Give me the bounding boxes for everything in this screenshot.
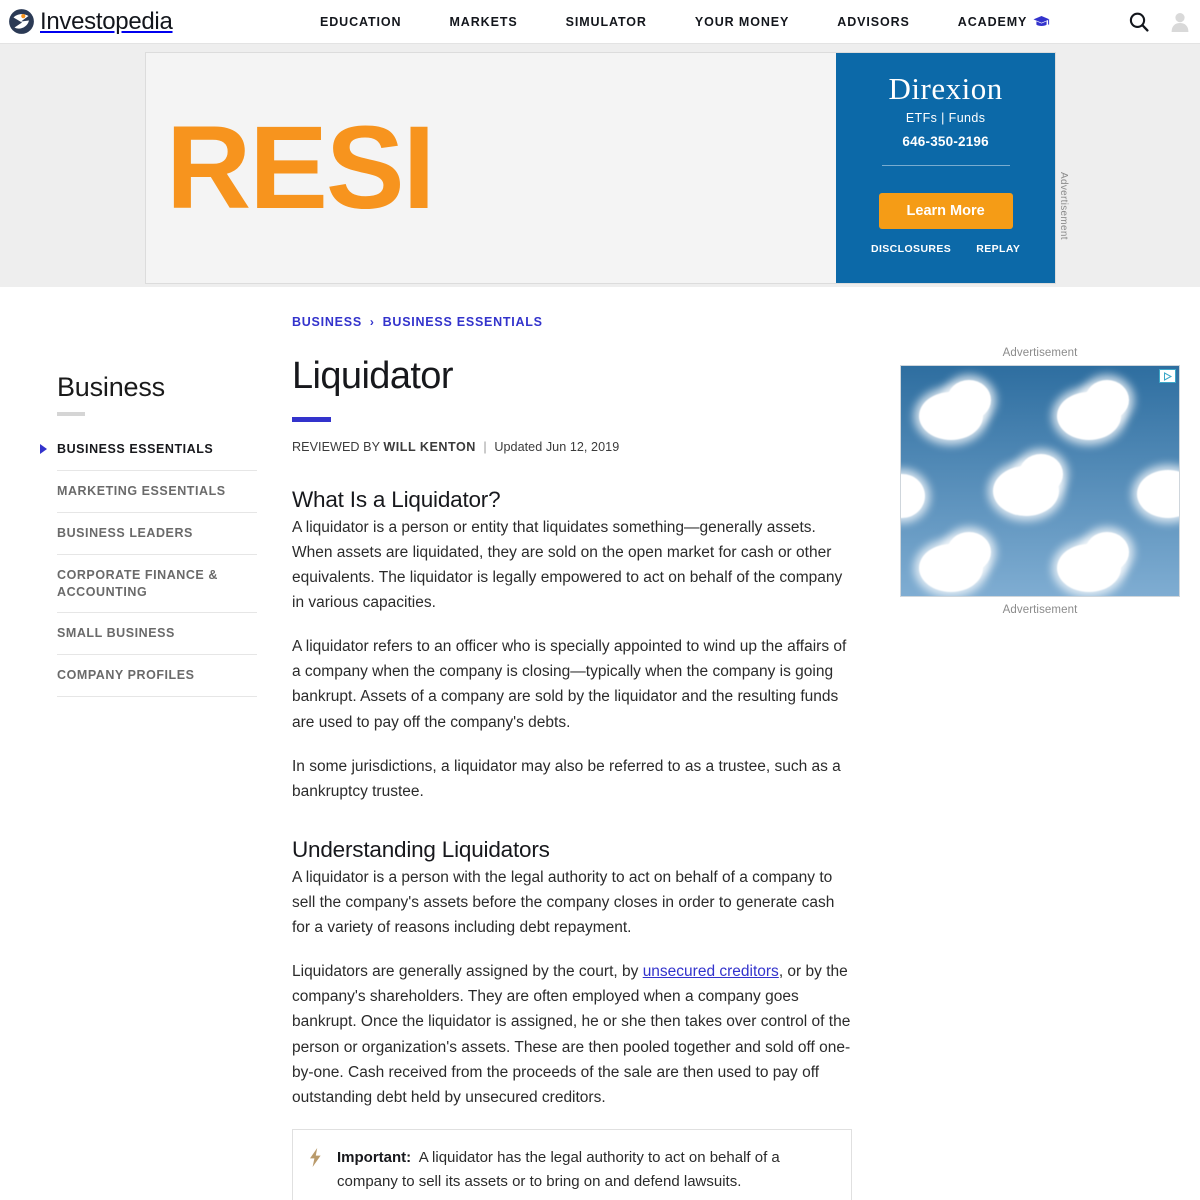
sidebar-item-company-profiles[interactable]: COMPANY PROFILES [57, 655, 257, 697]
unsecured-creditors-link[interactable]: unsecured creditors [642, 963, 779, 981]
sidebar-item-business-essentials[interactable]: BUSINESS ESSENTIALS [57, 429, 257, 471]
direxion-phone-number: 646-350-2196 [902, 134, 989, 149]
breadcrumb-parent-link[interactable]: BUSINESS [292, 315, 362, 329]
nav-item-advisors[interactable]: ADVISORS [837, 15, 910, 29]
nav-item-academy-label: ACADEMY [957, 15, 1028, 29]
right-rail-ad-creative[interactable] [900, 365, 1180, 597]
breadcrumb [292, 315, 852, 329]
direxion-ad-links [871, 243, 1020, 255]
cloud-shape [1137, 470, 1180, 518]
paragraph-with-link [292, 959, 852, 1110]
page-title: Liquidator [292, 355, 453, 397]
paragraph-text-after-link: , or by the company's shareholders. They are often employed when a company goes bankrupt. Once the liquidator is assigned, he or she then takes over control of the person or organization's assets. These are then pooled together and sold off one-by-one. Cash received from the proceeds of the sale are then used to pay off outstanding debt held by unsecured creditors. [292, 963, 851, 1106]
sidebar-item-business-leaders[interactable]: BUSINESS LEADERS [57, 513, 257, 555]
sidebar-title-rule [57, 412, 85, 416]
direxion-divider [882, 165, 1010, 166]
adchoices-icon[interactable] [1159, 369, 1176, 383]
byline-updated-date: Updated Jun 12, 2019 [494, 439, 620, 454]
site-header [0, 0, 1200, 44]
nav-item-your-money[interactable]: YOUR MONEY [694, 15, 790, 29]
search-icon[interactable] [1128, 11, 1150, 33]
sidebar-item-small-business[interactable]: SMALL BUSINESS [57, 613, 257, 655]
paragraph: A liquidator is a person with the legal authority to act on behalf of a company to sell the company's assets before the company closes in order to generate cash for a variety of reasons including debt repayment. [292, 868, 835, 937]
learn-more-button[interactable]: Learn More [879, 193, 1013, 229]
sidebar-item-corporate-finance-accounting[interactable]: CORPORATE FINANCE & ACCOUNTING [57, 555, 257, 614]
section-heading-what-is-a-liquidator: What Is a Liquidator? [292, 486, 501, 512]
sidebar-item-marketing-essentials[interactable]: MARKETING ESSENTIALS [57, 471, 257, 513]
graduation-cap-icon [1033, 15, 1050, 29]
direxion-ad-panel [836, 53, 1055, 283]
article-byline [292, 440, 852, 454]
category-sidebar [57, 372, 257, 697]
nav-item-academy[interactable] [934, 0, 1055, 44]
byline-separator: | [483, 439, 487, 454]
paragraph: A liquidator is a person or entity that liquidates something—generally assets. When assets are liquidated, they are sold on the open market for cash or other equivalents. The liquidator is legally empowered to act on behalf of the company in various capacities. [292, 518, 843, 612]
byline-author: WILL KENTON [383, 439, 476, 454]
right-ad-label-bottom: Advertisement [1002, 604, 1078, 616]
title-accent-rule [292, 417, 331, 422]
disclosures-link[interactable]: DISCLOSURES [870, 243, 952, 255]
section-heading-understanding-liquidators: Understanding Liquidators [292, 836, 550, 862]
paragraph: In some jurisdictions, a liquidator may also be referred to as a trustee, such as a bankruptcy trustee. [292, 757, 841, 800]
replay-link[interactable]: REPLAY [976, 243, 1021, 255]
nav-item-markets[interactable]: MARKETS [449, 15, 518, 29]
investopedia-logo-link[interactable] [8, 8, 173, 35]
top-banner-ad-strip [0, 44, 1200, 287]
important-callout [292, 1129, 852, 1200]
paragraph-text-before-link: Liquidators are generally assigned by the court, by [292, 963, 643, 981]
user-avatar-icon[interactable] [1170, 11, 1190, 33]
cloud-shape [1019, 454, 1063, 494]
important-callout-label: Important: [337, 1148, 412, 1166]
byline-reviewed-prefix: REVIEWED BY [292, 439, 380, 454]
paragraph: A liquidator refers to an officer who is specially appointed to wind up the affairs of a company when the company is closing—typically when the company is going bankrupt. Assets of a company are sold by the liquidator and the resulting funds are used to pay off the company's debts. [292, 638, 847, 731]
header-tools [1128, 0, 1190, 44]
nav-item-simulator[interactable]: SIMULATOR [565, 15, 647, 29]
breadcrumb-chevron-icon: › [369, 315, 375, 329]
direxion-subtitle: ETFs | Funds [905, 111, 986, 125]
sidebar-title: Business [57, 372, 165, 402]
article-main [292, 315, 852, 1200]
banner-ad-creative-text: RESI [166, 102, 434, 234]
cloud-shape [900, 474, 925, 518]
banner-ad-creative[interactable] [146, 53, 836, 283]
top-banner-ad[interactable] [145, 52, 1056, 284]
breadcrumb-current-link[interactable]: BUSINESS ESSENTIALS [382, 315, 543, 329]
cloud-shape [1085, 532, 1129, 572]
important-callout-body: A liquidator has the legal authority to act on behalf of a company to sell its assets or to bring on and defend lawsuits. [337, 1148, 780, 1191]
investopedia-wordmark: Investopedia [40, 7, 173, 35]
cloud-shape [947, 380, 991, 420]
lightning-bolt-icon [309, 1146, 325, 1195]
investopedia-logo-icon [8, 8, 35, 35]
important-callout-text [337, 1146, 833, 1195]
cloud-shape [1085, 380, 1129, 420]
right-rail-ad-slot [900, 347, 1180, 616]
right-ad-label-top: Advertisement [1002, 347, 1078, 359]
primary-navigation [296, 0, 1054, 44]
banner-advertisement-label: Advertisement [1058, 172, 1069, 240]
direxion-brand-logo: Direxion [888, 71, 1003, 106]
cloud-shape [947, 532, 991, 572]
nav-item-education[interactable]: EDUCATION [320, 15, 402, 29]
